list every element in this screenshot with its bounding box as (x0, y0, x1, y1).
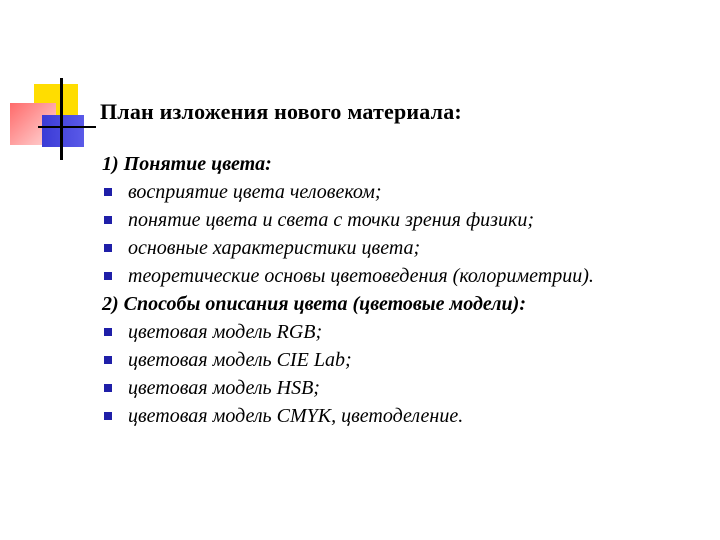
color-squares-decoration-icon (0, 0, 120, 170)
list-item (102, 262, 702, 290)
square-bullet-icon (104, 272, 112, 280)
square-bullet-icon (104, 328, 112, 336)
square-bullet-icon (104, 412, 112, 420)
square-bullet-icon (104, 216, 112, 224)
section-heading: 1) Понятие цвета: (102, 153, 272, 175)
list-item (102, 178, 702, 206)
section-heading: 2) Способы описания цвета (цветовые модели): (102, 293, 526, 315)
square-bullet-icon (104, 356, 112, 364)
list-item (102, 234, 702, 262)
list-item-text: основные характеристики цвета; (128, 237, 421, 259)
list-item-text: цветовая модель HSB; (128, 377, 320, 399)
list-item (102, 318, 702, 346)
list-item-text: теоретические основы цветоведения (колориметрии). (128, 265, 594, 287)
square-bullet-icon (104, 188, 112, 196)
horizontal-line-divider (38, 126, 96, 128)
list-item (102, 346, 702, 374)
blue-square-icon (42, 115, 84, 147)
list-item (102, 206, 702, 234)
vertical-line-divider (60, 78, 63, 160)
list-item-text: цветовая модель CMYK, цветоделение. (128, 405, 464, 427)
list-item-text: цветовая модель CIE Lab; (128, 349, 352, 371)
list-item-text: восприятие цвета человеком; (128, 181, 382, 203)
slide-title: План изложения нового материала: (100, 99, 462, 124)
list-item (102, 402, 702, 430)
slide-content (102, 150, 702, 430)
square-bullet-icon (104, 244, 112, 252)
list-item-text: цветовая модель RGB; (128, 321, 323, 343)
list-item-text: понятие цвета и света с точки зрения физики; (128, 209, 534, 231)
list-item (102, 374, 702, 402)
square-bullet-icon (104, 384, 112, 392)
